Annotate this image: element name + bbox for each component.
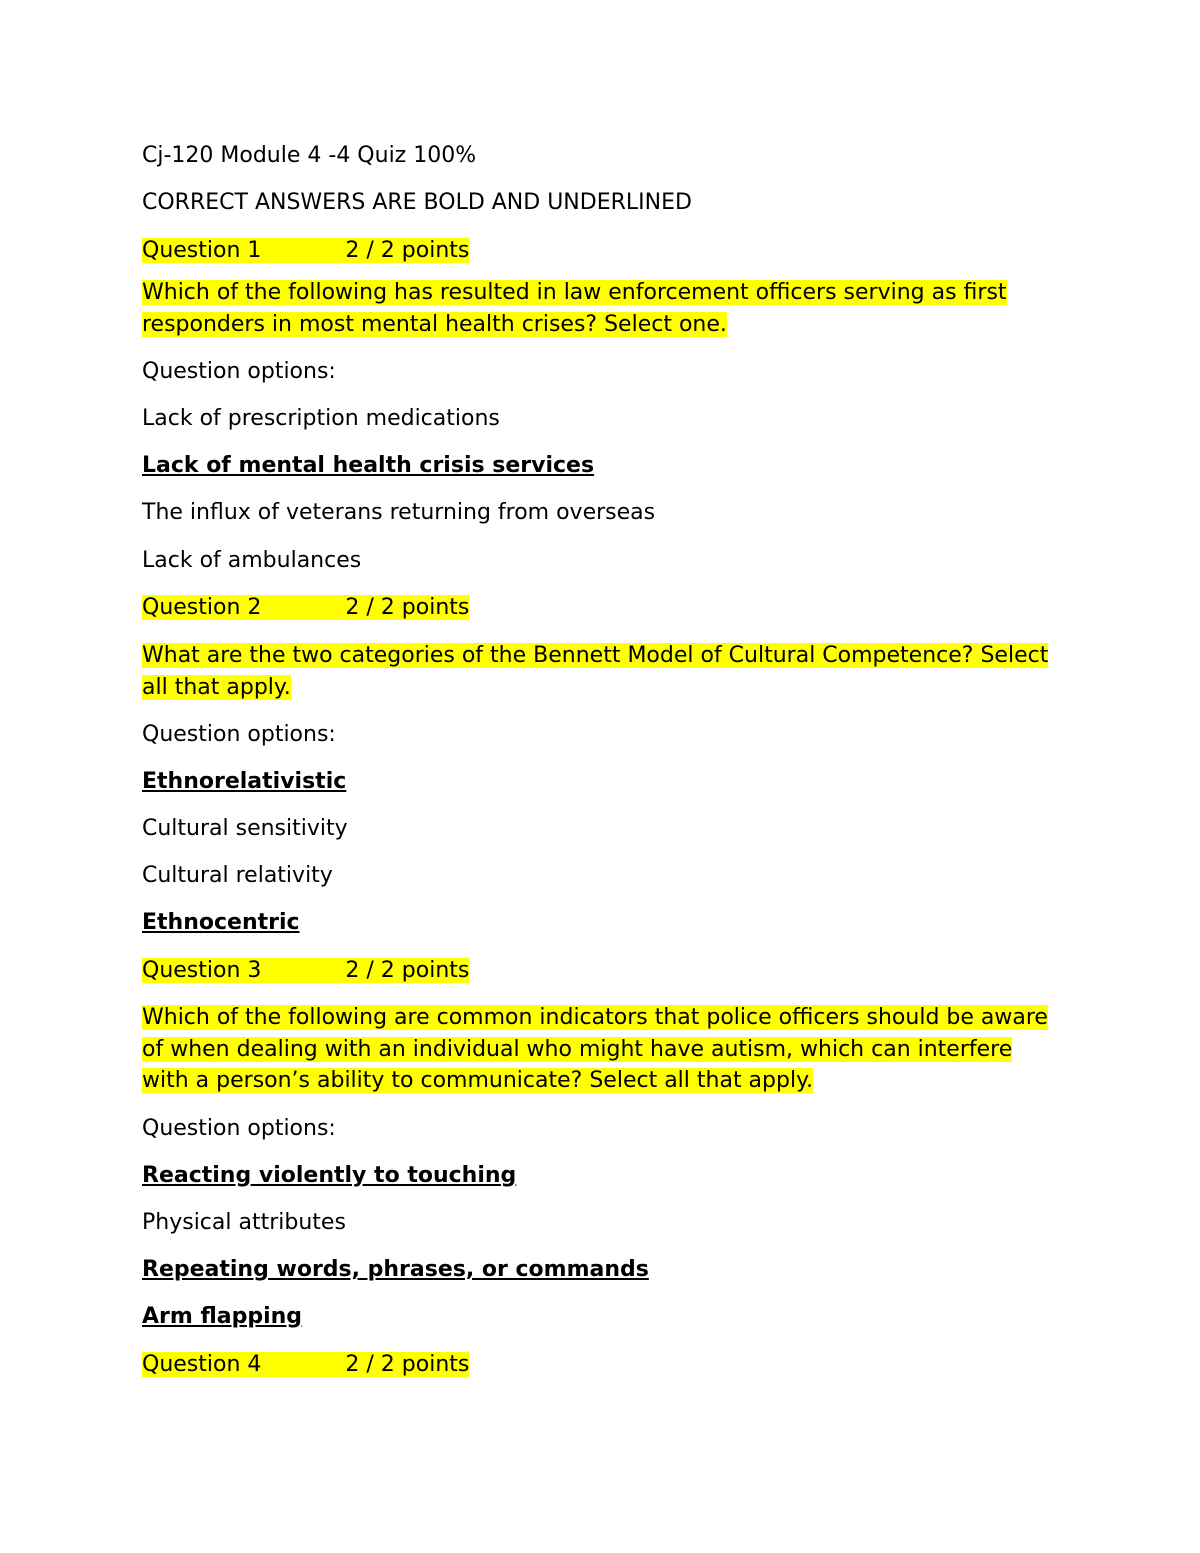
question-3-option-3-correct: Repeating words, phrases, or commands [142,1257,649,1282]
question-1-text-content: Which of the following has resulted in law enforcement officers serving as first responders in most mental health crises? Select one. [142,280,1007,337]
question-2-option-3: Cultural relativity [142,863,333,888]
question-4-heading: Question 4 [142,1352,262,1377]
question-3-text [142,1002,1062,1097]
question-1-option-1: Lack of prescription medications [142,406,500,431]
question-1-option-3: The influx of veterans returning from overseas [142,500,656,525]
question-2-option-2: Cultural sensitivity [142,816,348,841]
question-2-options-label: Question options: [142,722,336,747]
question-2-points: 2 / 2 points [345,595,470,620]
question-3-option-1-correct: Reacting violently to touching [142,1163,517,1188]
question-3-heading: Question 3 [142,958,262,983]
question-1-option-4: Lack of ambulances [142,548,362,573]
question-2-text [142,640,1062,703]
question-4-points: 2 / 2 points [345,1352,470,1377]
question-2-option-4-correct: Ethnocentric [142,910,300,935]
question-1-text [142,277,1042,340]
document-subtitle: CORRECT ANSWERS ARE BOLD AND UNDERLINED [142,190,692,215]
question-3-header [142,955,469,986]
document-page [142,0,1062,1553]
question-3-option-4-correct: Arm flapping [142,1304,303,1329]
question-3-options-label: Question options: [142,1116,336,1141]
question-2-option-1-correct: Ethnorelativistic [142,769,347,794]
question-2-header [142,592,469,623]
question-1-heading: Question 1 [142,238,262,263]
question-3-text-content: Which of the following are common indicators that police officers should be aware of when dealing with an individual who might have autism, which can interfere with a person’s ability to communicate? Select all that apply. [142,1005,1048,1093]
question-1-points: 2 / 2 points [345,238,470,263]
question-1-header [142,235,469,266]
document-title: Cj-120 Module 4 -4 Quiz 100% [142,143,477,168]
question-1-options-label: Question options: [142,359,336,384]
question-4-header [142,1349,469,1380]
question-2-text-content: What are the two categories of the Bennett Model of Cultural Competence? Select all that apply. [142,643,1049,700]
question-1-option-2-correct: Lack of mental health crisis services [142,453,595,478]
question-3-points: 2 / 2 points [345,958,470,983]
question-3-option-2: Physical attributes [142,1210,346,1235]
question-2-heading: Question 2 [142,595,262,620]
